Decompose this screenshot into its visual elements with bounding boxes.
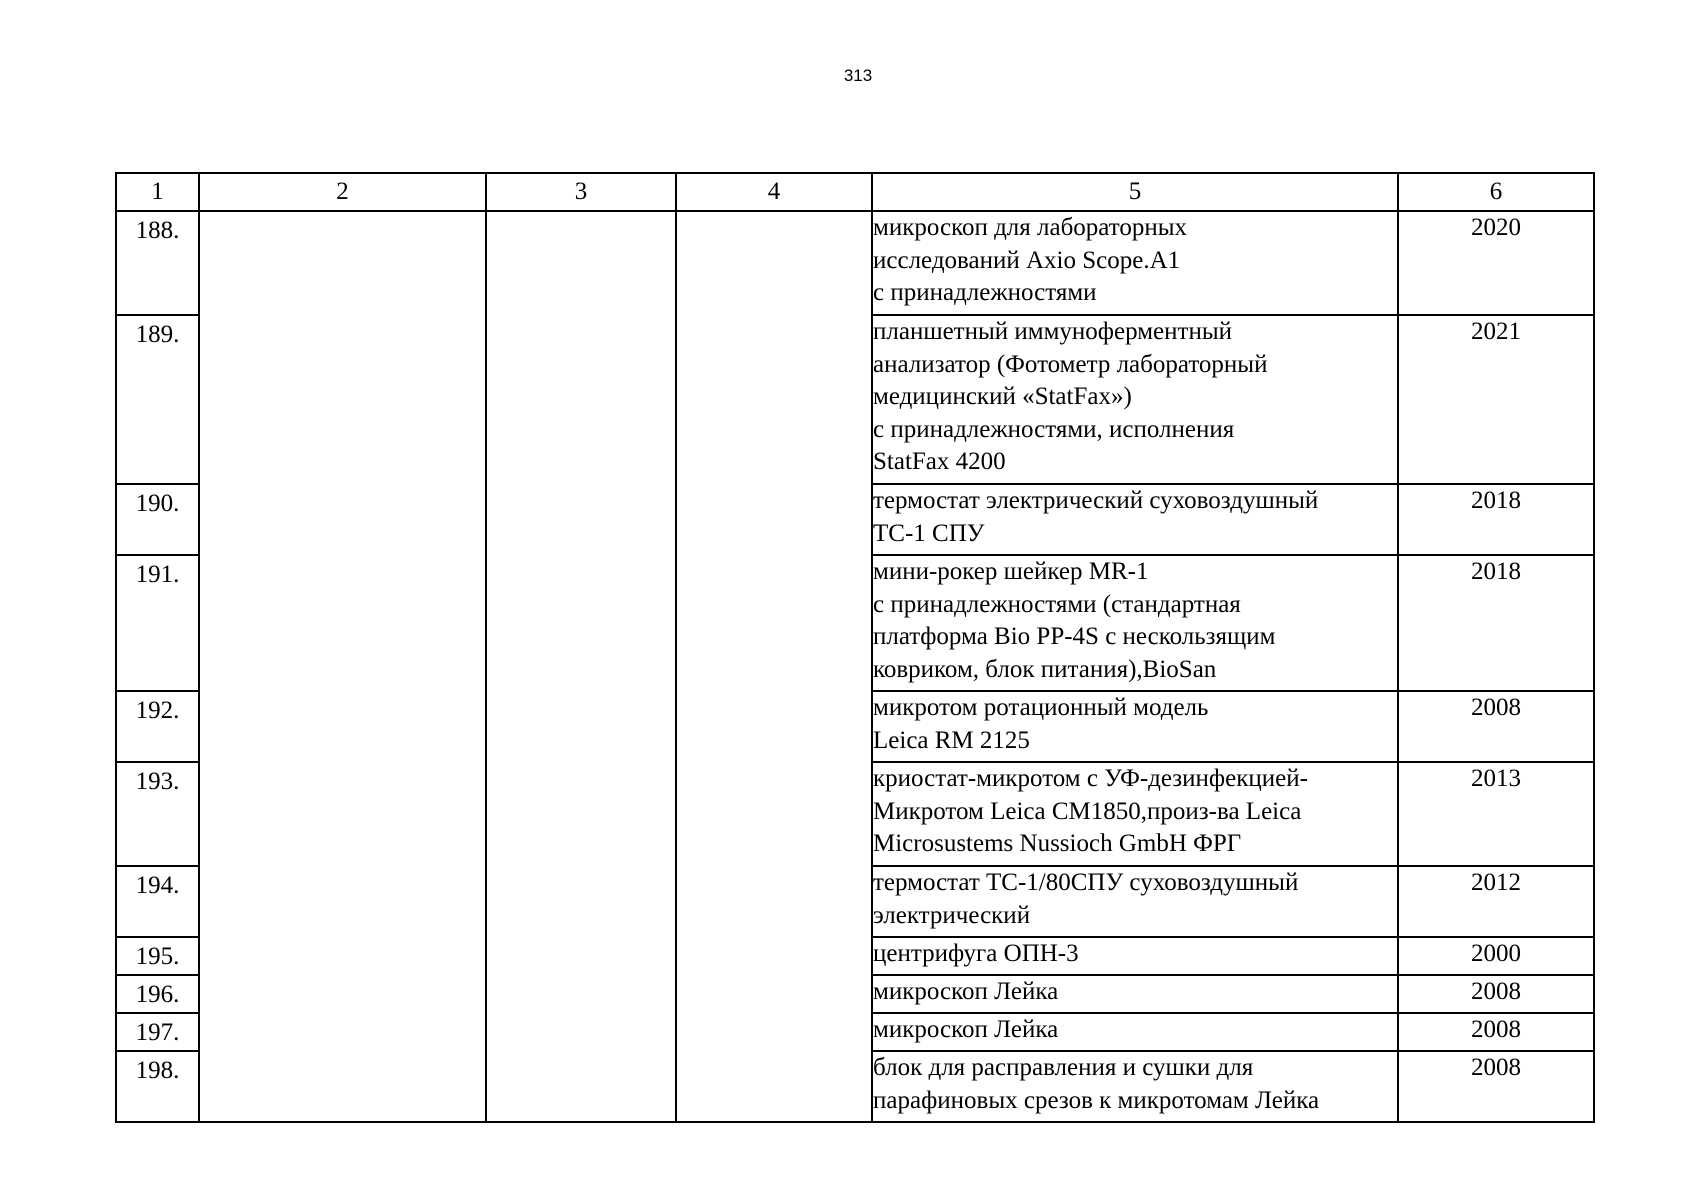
equipment-description: [872, 975, 1398, 1013]
description-text: микротом ротационный модель Leica RM 2125: [873, 694, 1209, 754]
merged-col-3: [486, 211, 676, 1122]
description-text: микроскоп Лейка: [873, 978, 1059, 1005]
description-text: блок для расправления и сушки для парафиновых срезов к микротомам Лейка: [873, 1054, 1320, 1114]
row-number: [116, 211, 199, 315]
header-col-6: 6: [1398, 173, 1594, 211]
row-number: [116, 484, 199, 555]
row-number: [116, 691, 199, 762]
equipment-description: [872, 211, 1398, 315]
header-col-1: 1: [116, 173, 199, 211]
equipment-year: 2012: [1398, 866, 1594, 937]
equipment-description: [872, 1013, 1398, 1051]
row-number: [116, 1013, 199, 1051]
description-text: планшетный иммуноферментный анализатор (Фотометр лабораторный медицинский «StatFax») с принадлежностями, исполнения StatFax 4200: [873, 318, 1268, 475]
description-text: термостат ТС-1/80СПУ суховоздушный электрический: [873, 869, 1299, 929]
equipment-year: 2020: [1398, 211, 1594, 315]
merged-col-2: [199, 211, 486, 1122]
header-col-3: 3: [486, 173, 676, 211]
row-number: [116, 1051, 199, 1122]
table-body: [116, 211, 1594, 1122]
table-row: [116, 211, 1594, 315]
header-col-4: 4: [676, 173, 872, 211]
row-number: [116, 937, 199, 975]
row-number-text: 190.: [135, 490, 180, 517]
equipment-description: [872, 937, 1398, 975]
description-text: микроскоп для лабораторных исследований Axio Scope.A1 с принадлежностями: [873, 214, 1188, 306]
equipment-description: [872, 762, 1398, 866]
row-number: [116, 762, 199, 866]
equipment-description: [872, 484, 1398, 555]
row-number-text: 194.: [135, 872, 180, 899]
row-number-text: 188.: [135, 217, 180, 244]
row-number-text: 189.: [135, 321, 180, 348]
equipment-year: 2008: [1398, 691, 1594, 762]
description-text: микроскоп Лейка: [873, 1016, 1059, 1043]
equipment-table: [115, 172, 1595, 1123]
description-text: криостат-микротом с УФ-дезинфекцией- Микротом Leica CM1850,произ-ва Leica Microsustems Nussioch GmbH ФРГ: [873, 765, 1308, 857]
equipment-description: [872, 315, 1398, 484]
description-text: термостат электрический суховоздушный ТС-1 СПУ: [873, 487, 1319, 547]
page-number: 313: [843, 66, 873, 85]
row-number-text: 193.: [135, 768, 180, 795]
row-number-text: 197.: [135, 1019, 180, 1046]
row-number: [116, 315, 199, 484]
equipment-year: 2000: [1398, 937, 1594, 975]
equipment-description: [872, 555, 1398, 691]
merged-col-4: [676, 211, 872, 1122]
equipment-year: 2008: [1398, 975, 1594, 1013]
equipment-year: 2018: [1398, 484, 1594, 555]
row-number: [116, 866, 199, 937]
equipment-description: [872, 691, 1398, 762]
row-number-text: 191.: [135, 561, 180, 588]
description-text: мини-рокер шейкер MR-1 с принадлежностями (стандартная платформа Bio PP-4S с нескользящим ковриком, блок питания),BioSan: [873, 558, 1276, 683]
description-text: центрифуга ОПН-3: [873, 940, 1079, 967]
equipment-description: [872, 1051, 1398, 1122]
header-col-5: 5: [872, 173, 1398, 211]
row-number-text: 196.: [135, 981, 180, 1008]
equipment-year: 2008: [1398, 1013, 1594, 1051]
equipment-year: 2008: [1398, 1051, 1594, 1122]
equipment-year: 2018: [1398, 555, 1594, 691]
header-col-2: 2: [199, 173, 486, 211]
row-number-text: 198.: [135, 1057, 180, 1084]
row-number-text: 192.: [135, 697, 180, 724]
equipment-year: 2013: [1398, 762, 1594, 866]
row-number-text: 195.: [135, 943, 180, 970]
row-number: [116, 555, 199, 691]
row-number: [116, 975, 199, 1013]
equipment-description: [872, 866, 1398, 937]
equipment-year: 2021: [1398, 315, 1594, 484]
header-row: [116, 173, 1594, 211]
table-header: [116, 173, 1594, 211]
